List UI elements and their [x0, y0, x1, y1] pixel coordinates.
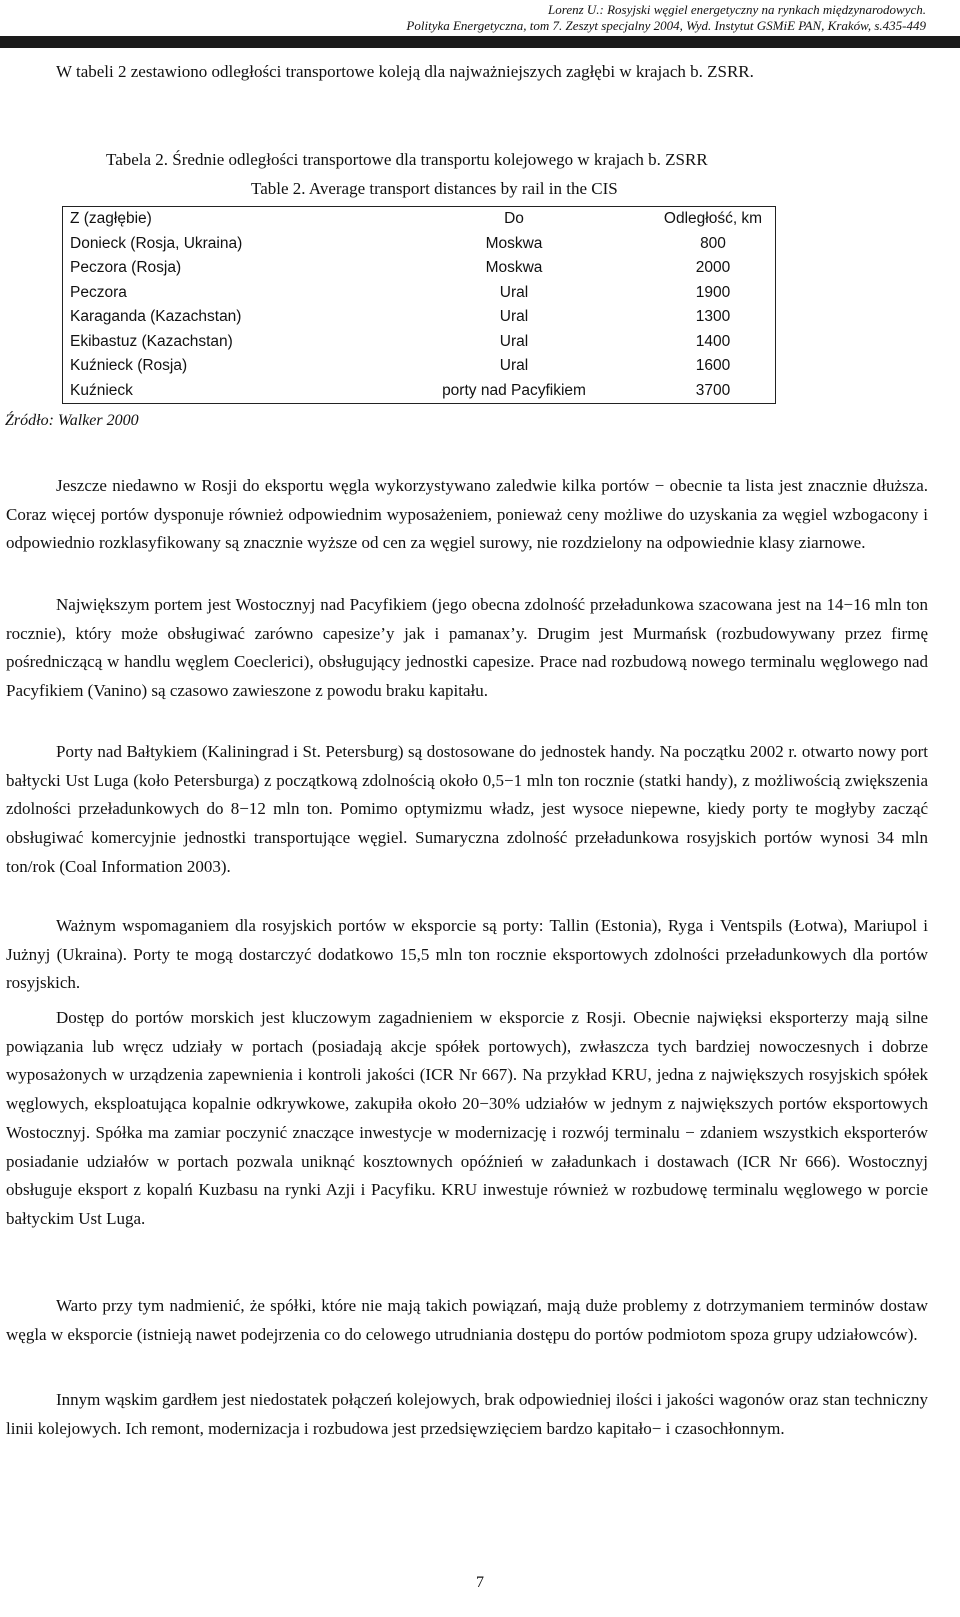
table-row [63, 354, 776, 379]
cell-to: Ural [499, 357, 529, 375]
table-row [63, 305, 776, 330]
body-paragraph: Innym wąskim gardłem jest niedostatek połączeń kolejowych, brak odpowiedniej ilości i jakości wagonów oraz stan techniczny linii kolejowych. Ich remont, modernizacja i rozbudowa jest przedsięwzięciem bardzo kapitało− i czasochłonnym. [6, 1390, 928, 1438]
body-paragraph: Warto przy tym nadmienić, że spółki, które nie mają takich powiązań, mają duże problemy z dotrzymaniem terminów dostaw węgla w eksporcie (istnieją nawet podejrzenia co do celowego utrudniania dostępu do portów podmiotom spoza grupy udziałowców). [6, 1296, 928, 1344]
table-row [63, 330, 776, 355]
running-header-line-1: Lorenz U.: Rosyjski węgiel energetyczny na rynkach międzynarodowych. [548, 2, 926, 17]
header-from: Z (zagłębie) [70, 210, 152, 228]
table-row [63, 256, 776, 281]
table-row [63, 281, 776, 306]
cell-from: Donieck (Rosja, Ukraina) [70, 234, 243, 252]
cell-to: Ural [499, 332, 529, 350]
cell-from: Kuźnieck (Rosja) [70, 357, 188, 375]
cell-to: Ural [499, 308, 529, 326]
header-to: Do [504, 210, 524, 228]
body-paragraph: Największym portem jest Wostocznyj nad Pacyfikiem (jego obecna zdolność przeładunkowa szacowana jest na 14−16 mln ton rocznie), który może obsługiwać zarówno capesize’y jak i pamanax’y. Drugim jest Murmańsk (rozbudowywany przez firmę pośredniczącą w handlu węglem Coeclerici), obsługujący jednostki capesize. Prace nad rozbudową nowego terminalu węglowego nad Pacyfikiem (Vanino) są czasowo zawieszone z powodu braku kapitału. [6, 595, 928, 701]
table-row [63, 379, 776, 404]
body-paragraph: Dostęp do portów morskich jest kluczowym zagadnieniem w eksporcie z Rosji. Obecnie najwięksi eksporterzy mają silne powiązania lub wręcz udziały w portach (posiadają akcje spółek portowych), zwłaszcza tych bardziej nowoczesnych i dobrze wyposażonych w urządzenia zapewnienia i kontroli jakości (ICR Nr 667). Na przykład KRU, jedna z największych rosyjskich spółek węglowych, eksploatująca kopalnie odkrywkowe, zakupiła około 20−30% udziałów w jednym z największych portów eksportowych Wostocznyj. Spółka ma zamiar poczynić znaczące inwestycje w modernizację i rozwój terminalu − zdaniem wszystkich eksporterów posiadanie udziałów w portach pozwala uniknąć kosztownych opóźnień w załadunkach i dostawach (ICR Nr 666). Wostocznyj obsługuje eksport z kopalń Kuzbasu na rynki Azji i Pacyfiku. KRU inwestuje również w rozbudowę terminalu węglowego w porcie bałtyckim Ust Luga. [6, 1008, 928, 1228]
body-paragraph: Jeszcze niedawno w Rosji do eksportu węgla wykorzystywano zaledwie kilka portów − obecnie ta lista jest znacznie dłuższa. Coraz więcej portów dysponuje również odpowiednim wyposażeniem, ponieważ ceny możliwe do uzyskania za węgiel wzbogacony i odpowiednio rozklasyfikowany są znacznie wyższe od cen za węgiel surowy, nie rozdzielony na odpowiednie klasy ziarnowe. [6, 476, 928, 553]
intro-paragraph: W tabeli 2 zestawiono odległości transportowe koleją dla najważniejszych zagłębi w krajach b. ZSRR. [56, 62, 754, 81]
cell-distance: 1400 [695, 332, 731, 350]
cell-from: Ekibastuz (Kazachstan) [70, 332, 233, 350]
cell-from: Peczora [70, 283, 127, 301]
cell-distance: 1900 [695, 283, 731, 301]
header-distance: Odległość, km [663, 210, 763, 228]
body-paragraph: Ważnym wspomaganiem dla rosyjskich portów w eksporcie są porty: Tallin (Estonia), Ryga i Ventspils (Łotwa), Mariupol i Jużnyj (Ukraina). Porty te mogą dostarczyć dodatkowo 15,5 mln ton rocznie eksportowych zdolności przeładunkowych dla portów rosyjskich. [6, 916, 928, 993]
cell-to: Moskwa [485, 259, 543, 277]
cell-distance: 800 [700, 234, 726, 252]
cell-from: Karaganda (Kazachstan) [70, 308, 242, 326]
cell-to: Ural [499, 283, 529, 301]
cell-from: Peczora (Rosja) [70, 259, 182, 277]
cell-to: Moskwa [485, 234, 543, 252]
cell-distance: 1300 [695, 308, 731, 326]
table-header-row [63, 207, 776, 232]
distance-table [62, 206, 776, 404]
body-paragraph: Porty nad Bałtykiem (Kaliningrad i St. Petersburg) są dostosowane do jednostek handy. Na początku 2002 r. otwarto nowy port bałtycki Ust Luga (koło Petersburga) z początkową zdolnością około 0,5−1 mln ton rocznie (statki handy), z możliwością zwiększenia zdolności przeładunkowych do 8−12 mln ton. Pomimo optymizmu władz, jest wysoce niepewne, kiedy porty te mogłyby zacząć obsługiwać komercyjnie jednostki transportujące węgiel. Sumaryczna zdolność przeładunkowa rosyjskich portów wynosi 34 mln ton/rok (Coal Information 2003). [6, 742, 928, 876]
cell-distance: 1600 [695, 357, 731, 375]
header-rule [0, 36, 960, 48]
table-row [63, 232, 776, 257]
table-source: Źródło: Walker 2000 [5, 412, 139, 429]
page-number: 7 [476, 1574, 484, 1591]
cell-distance: 3700 [695, 381, 731, 399]
running-header-line-2: Polityka Energetyczna, tom 7. Zeszyt specjalny 2004, Wyd. Instytut GSMiE PAN, Kraków, s.435-449 [406, 18, 926, 33]
table-caption-english: Table 2. Average transport distances by rail in the CIS [251, 179, 618, 198]
cell-to: porty nad Pacyfikiem [442, 381, 586, 399]
table-caption-polish: Tabela 2. Średnie odległości transportowe dla transportu kolejowego w krajach b. ZSRR [106, 150, 708, 169]
cell-distance: 2000 [695, 259, 731, 277]
cell-from: Kuźnieck [70, 381, 133, 399]
